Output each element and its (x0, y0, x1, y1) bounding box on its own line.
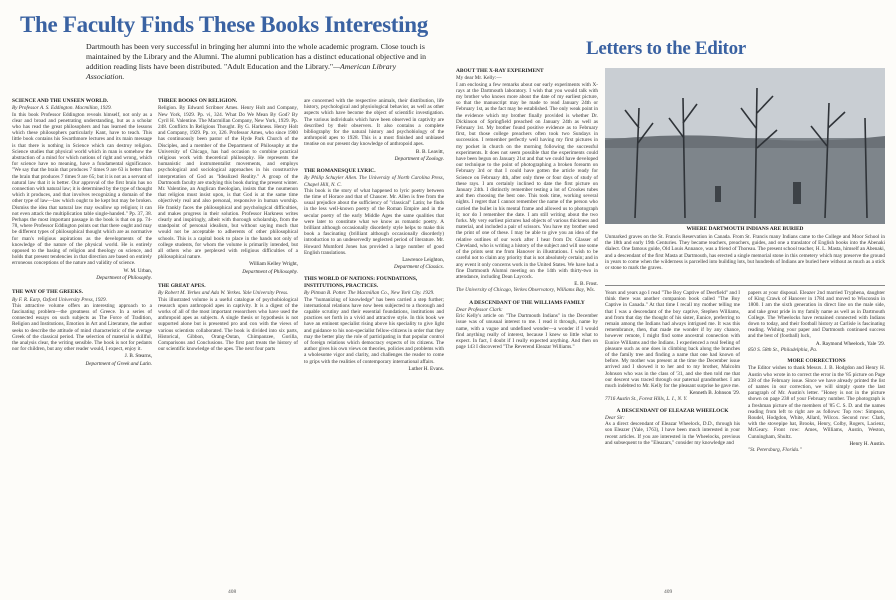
letter-body: The Editor wishes to thank Messrs. J. B. Hodgdon and Henry H. Austin who wrote in to correct the error in the '85 picture on Page 238 of the February issue. Since we have already printed the list of names in our correction, we will simply quote the last paragraph of Mr. Austin's letter. "Honey is not in the picture shown on page 238 of your February number. The photograph is a freshman picture of the members of '85 C. S. D. and the names reading from left to right are as follows: Top row: Simpson, Roudel, Hodgdon, White, Allard, Wilcox. Second row: Clark, with the stovepipe hat, Brooks, Henry, Colby, Rogers, Lacienz, McGeary. Front row: Ames, Williams, Austin, Weston, Cunningham, Shultz. (748, 365, 885, 440)
cemetery-photo (605, 68, 885, 224)
right-column-3 (748, 290, 885, 586)
letter-signature: A. Raymond Wheelock, Yale '29. (815, 340, 885, 347)
review-byline: By Philip Schuyler Allen. The University of North Carolina Press, Chapel Hill, N. C. (304, 175, 444, 188)
review-heading: SCIENCE AND THE UNSEEN WORLD. (12, 98, 109, 104)
photo-caption: WHERE DARTMOUTH INDIANS ARE BURIED (686, 226, 804, 232)
review-heading: THE WAY OF THE GREEKS. (12, 289, 83, 296)
review-byline: By F. R. Earp, Oxford University Press, 1929. (12, 296, 107, 303)
review-signature: Luther H. Evans. (408, 365, 444, 372)
review-body: This book is the story of what happened to lyric poetry between the time of Horace and that of Chaucer. Mr. Allen is free from the usual prejudice about the sufficiency of "classical" Latin; he finds in the less well-known poetry of the Roman Empire and in the secular poetry of the early Middle Ages the same qualities that were later to constitute what we know as romantic poetry. A brilliant although occasionally disorderly style helps to make this book a fascinating (brilliant although occasionally disorderly) introduction to an undeservedly neglected period of literature. Mr. Howard Mumford Jones has provided a large number of good English translations. (304, 187, 444, 256)
review-department: Department of Greek and Latin. (85, 360, 152, 367)
left-column-1 (12, 98, 152, 586)
intro-text: Dartmouth has been very successful in bringing her alumni into the whole academic program. Close touch is maintained by the Library and the Alumni. The alumni publication has a distinct educational objective and in addition reading lists have been distributed. (86, 42, 427, 71)
letter-body: papers at your disposal. Eleazer 2nd married Tryphena, daughter of King Crawk of Hanover in 1784 and moved to Wisconsin in 1800. I am the sixth generation in direct line on the male side, and take great pride in my family name as well as in Dartmouth College. The Wheelocks have remained connected with Indians down to today, and their football history at Carlisle is fascinating reading. Wishing your paper and Dartmouth continued success and the best of (football) luck, (748, 290, 885, 340)
right-page-number: 409 (664, 589, 673, 595)
review-signature: W. M. Urban, (123, 267, 152, 274)
left-page-title: The Faculty Finds These Books Interesting (20, 12, 428, 37)
review-department: Department of Philosophy. (96, 274, 152, 281)
left-column-2 (158, 98, 298, 586)
intro-source: —American Library Association. (86, 62, 397, 81)
letter-heading: A DESCENDANT OF THE WILLIAMS FAMILY (469, 299, 585, 306)
right-column-1 (456, 68, 598, 586)
letter-address: "St. Petersburg, Florida." (748, 447, 802, 454)
review-heading: THE ROMANESQUE LYRIC. (304, 168, 376, 175)
review-body: This attractive volume offers an interesting approach to a fascinating problem—the greatness of Greece. In a series of connected essays on such subjects as The Force of Tradition, Religion and Institutions, Emotion in Art and Literature, the author seeks to describe the attitude of mind characteristic of the average Greek of the classical period. The selection of material is skillful, the analysis clear, the writing sensible. The book is not for pedants nor for children, but any other reader would, I expect, enjoy it. (12, 302, 152, 353)
intro-quote: "Adult Education and the Library." (223, 62, 334, 71)
review-signature: Lawrence Leighton, (402, 257, 444, 264)
letter-heading: ABOUT THE X-RAY EXPERIMENT (456, 68, 544, 74)
letter-address: 850 S. 58th St., Philadelphia, Pa. (748, 346, 818, 353)
review-body: Religion. By Edward Scribner Ames. Henry Holt and Company, New York, 1929. Pp. vi, 324. What Do We Mean By God? By Cyril H. Valentine. The Macmillan Company, New York, 1929. Pp. 248. Conflicts In Religious Thought. By G. Harkness. Henry Holt and Company, 1929. Pp. xv, 326. Professor Ames, who since 1900 has continuously been pastor of the Hyde Park Church of the Disciples, and a member of the Department of Philosophy at the University of Chicago, has had occasion to combine practical religious work with theoretical philosophy. He represents the humanistic and instrumentalist movements, and employs psychological and sociological approaches in his constructive interpretation of God as "Idealized Reality." A group of the Dartmouth faculty are studying this book during the present winter. Mr. Valentine, an Anglican theologian, insists that the noumenon that religion must insist upon, is that God is at the same time objectively real and also personal, responsive in human worship. He frankly faces the philosophical and psychological difficulties, and makes progress in their solution. Professor Harkness writes clearly and inspiringly, albeit with thorough scholarship, from the standpoint of personal idealism, but without saying much that would not be acceptable to adherents of other philosophical schools. This is a capital book to place in the hands not only of college students, for whom the volume is primarily intended, but all others who are perplexed with religious difficulties of a philosophical nature. (158, 105, 298, 261)
caption-divider (605, 285, 885, 286)
letter-address: The University of Chicago, Yerkes Observatory, Williams Bay, Wis. (456, 287, 595, 294)
review-signature: B. B. Leavitt, (415, 148, 444, 155)
review-byline: By Pitman B. Potter. The Macmillan Co., New York City. 1929. (304, 290, 435, 297)
letter-body: As a direct descendant of Eleazar Wheelock, D.D., through his son Eleazer (Yale, 1763), I have been much interested in your recent articles. If you are interested in the Wheelocks, previous and subsequent to the "Eleazars," consider my knowledge and (605, 421, 740, 446)
review-signature: J. B. Stearns, (124, 353, 152, 360)
letter-heading: A DESCENDANT OF ELEAZAR WHEELOCK (616, 407, 729, 414)
letter-greeting: Dear Sir: (605, 415, 625, 422)
letter-address: 7716 Austin St., Forest Hills, L. I., N. Y. (605, 396, 688, 403)
letter-greeting: My dear Mr. Kelly:— (456, 75, 502, 82)
cemetery-photo-art (605, 68, 885, 224)
letter-greeting: Dear Professor Clark: (456, 306, 503, 313)
left-column-3 (304, 98, 444, 586)
review-byline: By Professor A. S. Eddington. Macmillan, 1929. (12, 105, 112, 112)
letter-signature: Henry H. Austin. (849, 440, 885, 447)
right-column-2 (605, 290, 740, 586)
letter-signature: E. B. Frost. (574, 281, 598, 288)
letter-body: I am enclosing a few remarks about our early experiments with X-rays at the Dartmouth laboratory. I wish that you would talk with my brother who knows more about the date of my earliest picture, so that the manuscript may be made to read January 24th or February 1st, as the fact may be established. The only weak point in the evidence which my brother finally provided is whether Dr. Dickinson of Springfield preached on January 24th as well as February 1st. My brother found positive evidence as to February first, but those college preachers often took two Sundays in succession. I remember perfectly well having my first pictures in my pocket in church on the morning following the successful experiments. It does not seem possible that the experiments could have been begun on January 21st and that we could have developed our technique to the point of photographing a broken forearm on February 3rd or that I could have gotten the article ready for Science on February 4th, after only three or four days of study of these rays. I am certainly inclined to date the first picture on January 24th. I distinctly remember testing a lot of Crookes tubes and then choosing the best one. This took time, working several nights. I regret that I cannot remember the name of the person who carried the bullet in his mental frame and allowed us to photograph it; nor do I remember the date. I am still writing about the two forks. My very earliest pictures had objects of various thickness and material, and included a pair of scissors. You have my brother send the print of one of these. I may be able to give you an idea of the relative outlines of our work after I hear from Dr. Glasser of Cleveland, who is writing a history of the subject and will use some of the prints sent me from Hanover in illustrations. I wish to be careful not to claim any priority that is not absolutely certain; and in any event it only concerns work in the United States. We have had a fine Dartmouth Alumni meeting on the 14th with thirty-two in attendance, including Dean Laycock. (456, 81, 598, 280)
review-byline: By Robert M. Yerkes and Ada W. Yerkes. Yale University Press. (158, 290, 289, 297)
review-department: Department of Philosophy. (242, 268, 298, 275)
review-body: are concerned with the respective animals, their distribution, life history, psychological and physiological behavior, as well as other aspects which have become the object of scientific investigation. The various individuals which have been observed in captivity are described by their observers. It also contains a complete bibliography for the natural history and psychobiology of the anthropoid apes to 1928. This is a most finished and unbiased treatise on our present day knowledge of anthropoid apes. (304, 98, 444, 148)
photo-caption-text: Unmarked graves on the St. Francis Reservation in Canada. From St. Francis many Indians came to the College and Moor School in the 18th and early 19th Centuries. They became teachers, preachers, guides, and one a translator of English books into the Abenaki dialect. One famous guide, Old Louis Annance, was a friend of Thoreau. The present school teacher, H. L. Masta, himself an Abenaki, and a descendant of the first Masta at Dartmouth, has erected a single memorial stone in this cemetery which may preserve the ground in years to come when the wilderness is parcelled into building lots, but hundreds of Indians are buried here without as much as a stick or stone to mark the graves. (605, 234, 885, 272)
letter-body: Eric Kelly's article on "The Dartmouth Indians" in the December issue was of unusual interest to me. I read it through, name by name, with a vague and undefined wonder—a wonder if I would find anything really of interest, because I knew so little what to expect. In fact, I doubt if I really expected anything. And then on page 143 I discovered "The Reverend Eleazar Williams." (456, 313, 598, 351)
review-heading: THE GREAT APES. (158, 282, 206, 289)
left-page-number: 408 (228, 589, 237, 595)
review-heading: THREE BOOKS ON RELIGION. (158, 98, 238, 104)
letter-heading: MORE CORRECTIONS (787, 358, 846, 365)
review-body: The "humanizing of knowledge" has been carried a step further; international relations have now been subjected to a thorough and capable scrutiny and their essential foundations, institutions and practices set forth in a vivid and attractive style. In this book we have an eminent specialist rising above his speciality to give light and guidance to his non-specialist fellow-citizens in order that they may the better play the role of participating in that popular control of foreign relations which democracy expects of its citizens. The author gives his own views on theories, policies and problems with a wholesome vigor and clarity, and challenges the reader to come to grips with the realities of contemporary international affairs. (304, 296, 444, 365)
letter-signature: Kenneth B. Johnson '29. (689, 390, 740, 397)
review-department: Department of Classics. (393, 264, 444, 271)
review-heading: THIS WORLD OF NATIONS: FOUNDATIONS, INSTITUTIONS, PRACTICES. (304, 276, 418, 289)
review-body: In this book Professor Eddington reveals himself, not only as a clear and broad and penetrating understanding, but as a scholar who has read the great philosophers and has learned the lessons which these philosophers particularly Kant, have to teach. This little book contains his Swarthmore lectures and its main message is that there is nothing in Science which can destroy religion. Science studies that physical world which in man is somehow the abstraction of a mind for which notions of right and wrong, which for science have no meaning, have a fundamental significance. "We say that the brain that produces 7 times 9 are 63 is better than the brain that produces 7 times 9 are 65; but it is not as a servant of natural law that it is better. Our approval of the first brain has no connection with natural law; it is determined by the type of thought which it produces, and that involves recognizing a domain of the other type of law—law which ought to be kept but may be broken. Dismiss the idea that natural law may swallow up religion; it can not even attack the multiplication table single-handed." Pp. 37, 38. Perhaps the most important passage in the book is that on pp. 74-78, where Professor Eddington points out that there ought and may be different types of philosophical thought which are as normative for man's religious aspirations as the developments of the knowledge of the nature of the physical world. He is entirely opposed to the basing of religion and theology on science, and holds that present tendencies in that direction are based on entirely erroneous conceptions of the nature and validity of science. (12, 111, 152, 267)
right-page-title: Letters to the Editor (586, 38, 746, 59)
left-page-intro (86, 42, 432, 82)
review-body: This illustrated volume is a useful catalogue of psychobiological research upon anthropoid apes in captivity. It is a digest of the works of all of the most important researchers who have used the anthropoid apes as subjects. A single thesis or hypothesis is not supported alone but is presented pro and con with the views of various scientists collaborated. The book is divided into six parts, Historical, Gibbon, Orang-Outan, Chimpanzee, Gorilla, Comparisons and Conclusions. The first part treats the history of our scientific knowledge of the apes. The next four parts (158, 296, 298, 353)
review-department: Department of Zoology. (394, 155, 444, 162)
letter-body: Years and years ago I read "The Boy Captive of Deerfield" and I think there was another companion book called "The Boy Captive in Canada." At that time I recall my mother telling me that I was a descendant of the boy captive, Stephen Williams, and from that day the thought of his sister, Eunice, preferring to remain among the Indians had always intrigued me. It was this remembrance, then, that made me wonder if by any chance, however remote, I might find some ancestral connection with Eunice Williams and the Indians. I experienced a real feeling of pleasure such as one does in climbing back along the branches of the family tree and finding a name that one had known of before. My mother was present at the time the December issue arrived and I showed it to her and to my brother, Malcolm Johnson who was in the class of '31, and she then told me that our descent was traced through our paternal grandmother. I am much indebted to Mr. Kelly for the pleasant surprise he gave me. (605, 290, 740, 390)
review-signature: William Kelley Wright, (249, 261, 298, 268)
